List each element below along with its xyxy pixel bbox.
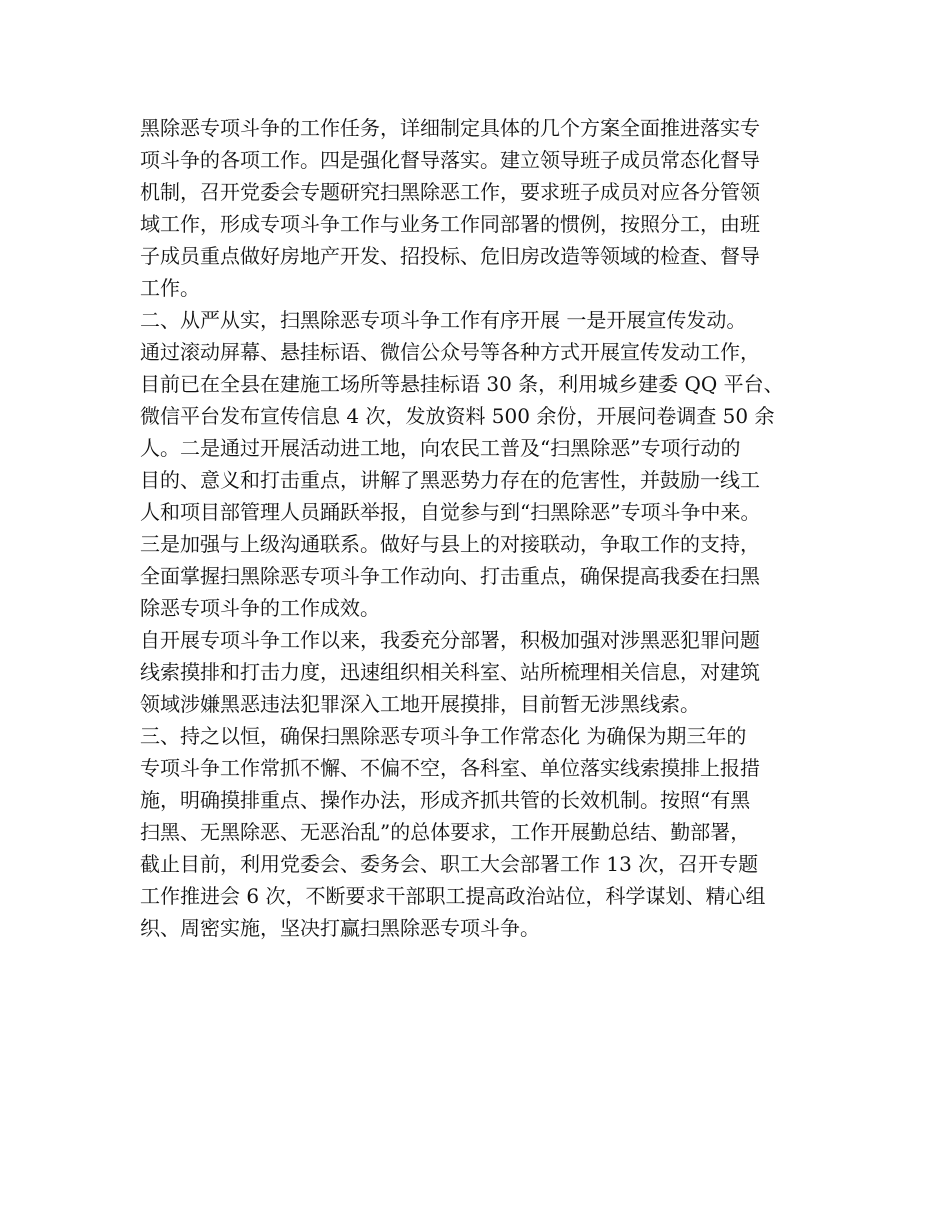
text-line: 工作推进会 6 次，不断要求干部职工提高政治站位，科学谋划、精心组 [140,884,766,908]
text-line: 工作。 [140,276,200,300]
text-line: 黑除恶专项斗争的工作任务，详细制定具体的几个方案全面推进落实专 [140,116,760,140]
text-line: 目的、意义和打击重点，讲解了黑恶势力存在的危害性，并鼓励一线工 [140,468,760,492]
text-line: 子成员重点做好房地产开发、招投标、危旧房改造等领域的检查、督导 [140,244,760,268]
text-line: 微信平台发布宣传信息 4 次，发放资料 500 余份，开展问卷调查 50 余 [140,404,775,428]
text-line: 域工作，形成专项斗争工作与业务工作同部署的惯例，按照分工，由班 [140,212,760,236]
text-line: 截止目前，利用党委会、委务会、职工大会部署工作 13 次，召开专题 [140,852,759,876]
text-line: 线索摸排和打击力度，迅速组织相关科室、站所梳理相关信息，对建筑 [140,660,760,684]
text-line: 人。二是通过开展活动进工地，向农民工普及“扫黑除恶”专项行动的 [140,436,741,460]
text-line: 项斗争的各项工作。四是强化督导落实。建立领导班子成员常态化督导 [140,148,760,172]
text-line: 施，明确摸排重点、操作办法，形成齐抓共管的长效机制。按照“有黑 [140,788,751,812]
section-heading-line: 三、持之以恒，确保扫黑除恶专项斗争工作常态化 为确保为期三年的 [140,724,747,748]
text-line: 全面掌握扫黑除恶专项斗争工作动向、打击重点，确保提高我委在扫黑 [140,564,760,588]
text-line: 专项斗争工作常抓不懈、不偏不空，各科室、单位落实线索摸排上报措 [140,756,760,780]
text-line: 目前已在全县在建施工场所等悬挂标语 30 条，利用城乡建委 QQ 平台、 [140,372,784,396]
section-heading-line: 二、从严从实，扫黑除恶专项斗争工作有序开展 一是开展宣传发动。 [140,308,747,332]
text-line: 领域涉嫌黑恶违法犯罪深入工地开展摸排，目前暂无涉黑线索。 [140,692,700,716]
text-line: 三是加强与上级沟通联系。做好与县上的对接联动，争取工作的支持， [140,532,760,556]
text-line: 机制，召开党委会专题研究扫黑除恶工作，要求班子成员对应各分管领 [140,180,760,204]
text-line: 通过滚动屏幕、悬挂标语、微信公众号等各种方式开展宣传发动工作， [140,340,760,364]
text-line: 扫黑、无黑除恶、无恶治乱”的总体要求，工作开展勤总结、勤部署， [140,820,751,844]
text-line: 织、周密实施，坚决打赢扫黑除恶专项斗争。 [140,916,540,940]
document-body [140,112,830,944]
text-line: 人和项目部管理人员踊跃举报，自觉参与到“扫黑除恶”专项斗争中来。 [140,500,761,524]
text-line: 自开展专项斗争工作以来，我委充分部署，积极加强对涉黑恶犯罪问题 [140,628,760,652]
text-line: 除恶专项斗争的工作成效。 [140,596,380,620]
